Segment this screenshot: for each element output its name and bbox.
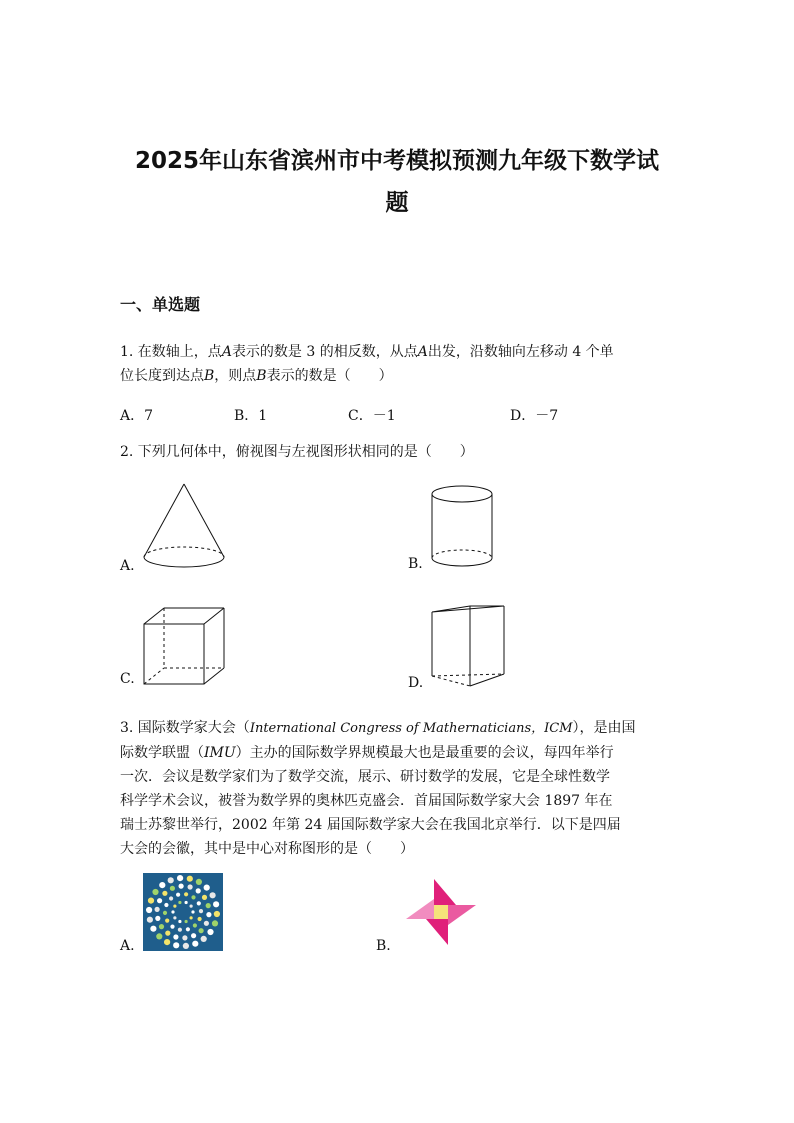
q2-option-d[interactable]: D. [408,675,424,691]
logo-dot [186,927,190,931]
q1-option-a[interactable]: A．7 [120,408,154,424]
logo-dot [163,911,167,915]
logo-dot [165,931,170,936]
question-3-line-3: 一次．会议是数学家们为了数学交流，展示、研讨数学的发展，它是全球性数学 [120,769,610,785]
logo-dot [193,923,197,927]
logo-dot [190,916,193,919]
q1-text: 出发，沿数轴向左移动 4 个单 [427,344,614,360]
q3-italic: International Congress of Mathernaticians，ICM [249,721,573,736]
logo-dot [202,895,207,900]
page-title [100,140,694,224]
question-3-line-5: 瑞士苏黎世举行，2002 年第 24 届国际数学家大会在我国北京举行．以下是四届 [120,817,621,833]
q1-text: 1. 在数轴上，点 [120,344,222,360]
logo-dot [182,935,187,940]
dots-spiral-logo [143,873,223,951]
logo-dot [164,903,168,907]
logo-dot [173,942,179,948]
logo-dot [177,875,183,881]
q2-option-a[interactable]: A. [120,558,135,574]
logo-dot [171,910,174,913]
logo-dot [185,901,188,904]
logo-dot [214,911,220,917]
question-3-line-1 [120,716,680,741]
question-3-line-6: 大会的会徽，其中是中心对称图形的是（ ） [120,841,414,857]
title-line-1: 2025年山东省滨州市中考模拟预测九年级下数学试 [134,148,659,174]
logo-dot [159,882,165,888]
triangular-prism-icon [428,602,510,690]
question-3-line-2 [120,741,680,765]
logo-dot [168,877,174,883]
logo-dot [178,928,182,932]
q1-text: ，则点 [214,368,257,384]
cube-icon [140,604,230,688]
logo-dot [191,895,195,899]
logo-dot [184,892,188,896]
question-1 [120,340,680,388]
question-3 [120,716,680,861]
logo-dot [164,939,170,945]
q3-text: 际数学联盟（ [120,745,204,761]
logo-dot [179,884,184,889]
logo-dot [159,924,164,929]
question-3-line-4: 科学学术会议，被誉为数学界的奥林匹克盛会．首届国际数学家大会 1897 年在 [120,793,613,809]
q1-option-c[interactable]: C．－1 [348,408,396,424]
q3-option-b[interactable]: B. [376,938,391,954]
logo-dot [196,888,201,893]
logo-dot [148,898,154,904]
logo-dot [191,910,194,913]
question-1-line-2 [120,364,680,388]
logo-dot [192,941,198,947]
logo-dot [152,889,158,895]
logo-dot [204,921,209,926]
cone-icon [140,480,230,572]
question-1-line-1 [120,340,680,364]
logo-dot [169,896,173,900]
q1-option-b[interactable]: B．1 [234,408,268,424]
logo-dot [155,916,160,921]
logo-dot [178,901,181,904]
logo-dot [199,928,204,933]
logo-dot [196,879,202,885]
logo-dot [213,901,219,907]
logo-dot [190,905,193,908]
logo-dot [201,936,207,942]
logo-dot [212,920,218,926]
q1-text: 位长度到达点 [120,368,204,384]
q2-option-c[interactable]: C. [120,671,135,687]
q1-text: 表示的数是（ ） [266,368,393,384]
var-a: A [417,344,428,360]
logo-dot [170,886,175,891]
logo-dot [204,885,210,891]
logo-dot [188,884,193,889]
q1-option-d[interactable]: D．－7 [510,408,559,424]
logo-dot [178,920,181,923]
logo-dot [176,893,180,897]
q3-text: 3. 国际数学家大会（ [120,720,250,736]
cylinder-icon [428,482,498,572]
var-a: A [221,344,232,360]
title-line-2: 题 [385,190,409,216]
logo-dot [155,907,160,912]
var-b: B [204,368,215,384]
logo-dot [207,929,213,935]
logo-dot [173,905,176,908]
question-2: 2. 下列几何体中，俯视图与左视图形状相同的是（ ） [120,444,474,460]
logo-dot [206,912,211,917]
pinwheel-logo [400,873,482,951]
q2-option-b[interactable]: B. [408,556,423,572]
q3-italic: IMU [204,745,236,761]
q3-text: ）主办的国际数学界规模最大也是最重要的会议，每四年举行 [235,745,614,761]
logo-dot [173,916,176,919]
q3-option-a[interactable]: A. [120,938,135,954]
section-heading: 一、单选题 [120,295,201,314]
logo-dot [187,876,193,882]
logo-dot [206,903,211,908]
q3-text: ），是由国 [572,720,636,736]
logo-dot [162,891,167,896]
logo-dot [170,925,174,929]
logo-dot [157,898,162,903]
logo-dot [156,933,162,939]
logo-dot [198,917,202,921]
var-b: B [256,368,267,384]
logo-dot [210,892,216,898]
logo-dot [146,907,152,913]
logo-dot [197,901,201,905]
logo-dot [199,909,203,913]
logo-dot [147,917,153,923]
logo-dot [185,920,188,923]
logo-dot [173,934,178,939]
logo-dot [150,926,156,932]
logo-dot [165,919,169,923]
q1-text: 表示的数是 3 的相反数，从点 [231,344,418,360]
logo-dot [183,943,189,949]
logo-dot [191,933,196,938]
